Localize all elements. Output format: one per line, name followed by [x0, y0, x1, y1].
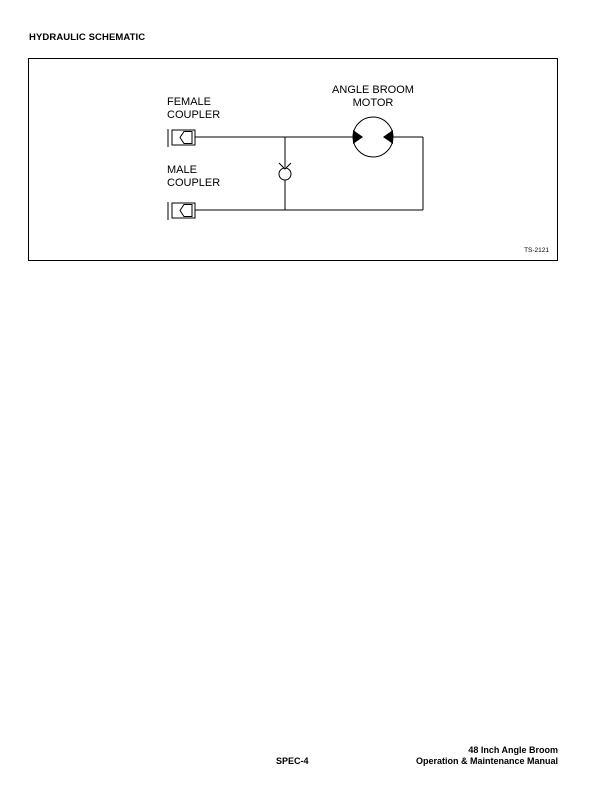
female-coupler-label-line1: FEMALE	[167, 96, 212, 108]
angle-broom-motor-symbol	[353, 117, 393, 157]
male-coupler-symbol	[168, 202, 195, 220]
figure-id: TS-2121	[524, 247, 549, 254]
female-coupler-label-line2: COUPLER	[167, 109, 221, 121]
page-number: SPEC-4	[276, 756, 309, 766]
section-title: HYDRAULIC SCHEMATIC	[29, 32, 146, 43]
male-coupler-label-line2: COUPLER	[167, 177, 221, 189]
female-coupler-symbol	[168, 129, 195, 147]
manual-title-line2: Operation & Maintenance Manual	[415, 756, 558, 766]
hydraulic-schematic-diagram	[29, 59, 557, 260]
motor-label-line1: ANGLE BROOM	[332, 84, 414, 96]
male-coupler-label-line1: MALE	[167, 164, 197, 176]
manual-title-line1: 48 Inch Angle Broom	[468, 745, 558, 755]
motor-label-line2: MOTOR	[352, 97, 394, 109]
figure-frame	[28, 58, 558, 261]
manual-title	[416, 745, 558, 767]
